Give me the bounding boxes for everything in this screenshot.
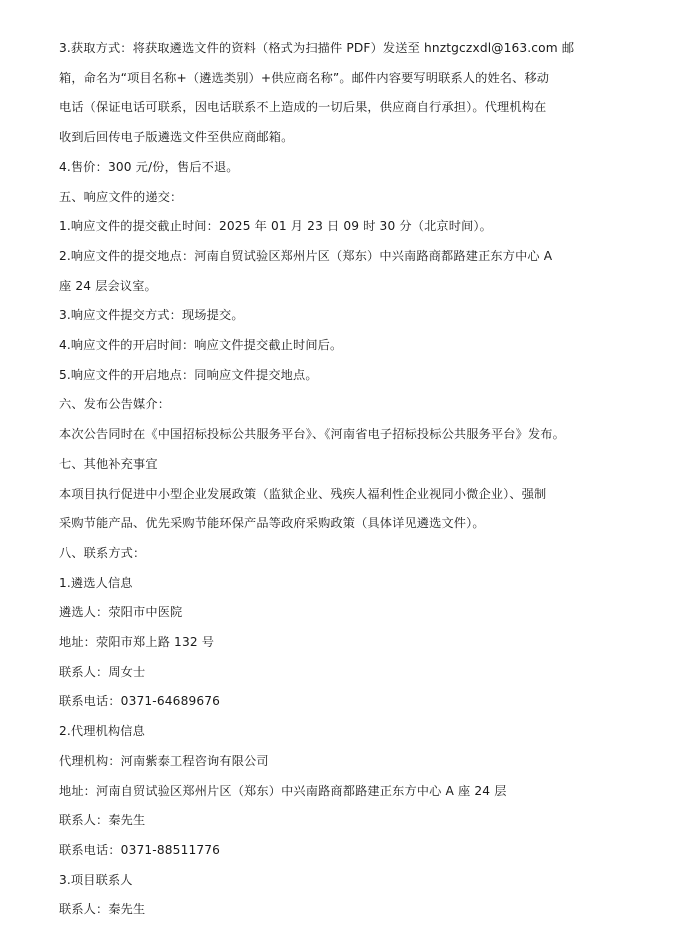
text-line: 3.获取方式：将获取遴选文件的资料（格式为扫描件 PDF）发送至 hnztgczxdl@163.com 邮 xyxy=(59,41,575,55)
text-line: 座 24 层会议室。 xyxy=(59,278,157,293)
text-line: 2.响应文件的提交地点：河南自贸试验区郑州片区（郑东）中兴南路商都路建正东方中心 A xyxy=(59,248,553,263)
text-line: 地址：河南自贸试验区郑州片区（郑东）中兴南路商都路建正东方中心 A 座 24 层 xyxy=(59,783,507,798)
text-line: 地址：荥阳市郑上路 132 号 xyxy=(59,635,215,650)
text-line: 5.响应文件的开启地点：同响应文件提交地点。 xyxy=(59,367,318,382)
section-heading: 五、响应文件的递交： xyxy=(59,189,183,204)
text-line: 收到后回传电子版遴选文件至供应商邮箱。 xyxy=(59,130,294,145)
text-line: 联系人：周女士 xyxy=(59,664,146,679)
text-line: 遴选人：荥阳市中医院 xyxy=(59,605,183,620)
text-line: 本项目执行促进中小型企业发展政策（监狱企业、残疾人福利性企业视同小微企业）、强制 xyxy=(59,486,547,501)
subsection-heading: 2.代理机构信息 xyxy=(59,724,145,739)
text-line: 电话（保证电话可联系，因电话联系不上造成的一切后果，供应商自行承担）。代理机构在 xyxy=(59,100,547,115)
section-heading: 八、联系方式： xyxy=(59,545,146,560)
section-heading: 六、发布公告媒介： xyxy=(59,397,171,412)
text-line: 1.响应文件的提交截止时间：2025 年 01 月 23 日 09 时 30 分（北京时间）。 xyxy=(59,219,492,234)
document-body xyxy=(59,34,639,925)
text-line: 联系电话：0371-64689676 xyxy=(59,694,221,709)
text-line: 联系电话：0371-88511776 xyxy=(59,842,221,857)
text-line: 3.响应文件提交方式：现场提交。 xyxy=(59,308,244,323)
subsection-heading: 3.项目联系人 xyxy=(59,872,133,887)
text-line: 4.售价：300 元/份，售后不退。 xyxy=(59,159,239,174)
text-line: 联系人：秦先生 xyxy=(59,813,146,828)
text-line: 箱，命名为“项目名称+（遴选类别）+供应商名称”。邮件内容要写明联系人的姓名、移动 xyxy=(59,70,550,85)
text-line: 代理机构：河南紫泰工程咨询有限公司 xyxy=(59,753,269,768)
text-line: 本次公告同时在《中国招标投标公共服务平台》、《河南省电子招标投标公共服务平台》发布。 xyxy=(59,427,565,442)
subsection-heading: 1.遴选人信息 xyxy=(59,575,133,590)
text-line: 4.响应文件的开启时间：响应文件提交截止时间后。 xyxy=(59,338,343,353)
text-line: 采购节能产品、优先采购节能环保产品等政府采购政策（具体详见遴选文件）。 xyxy=(59,516,485,531)
text-line: 联系人：秦先生 xyxy=(59,902,146,917)
section-heading: 七、其他补充事宜 xyxy=(59,456,158,471)
